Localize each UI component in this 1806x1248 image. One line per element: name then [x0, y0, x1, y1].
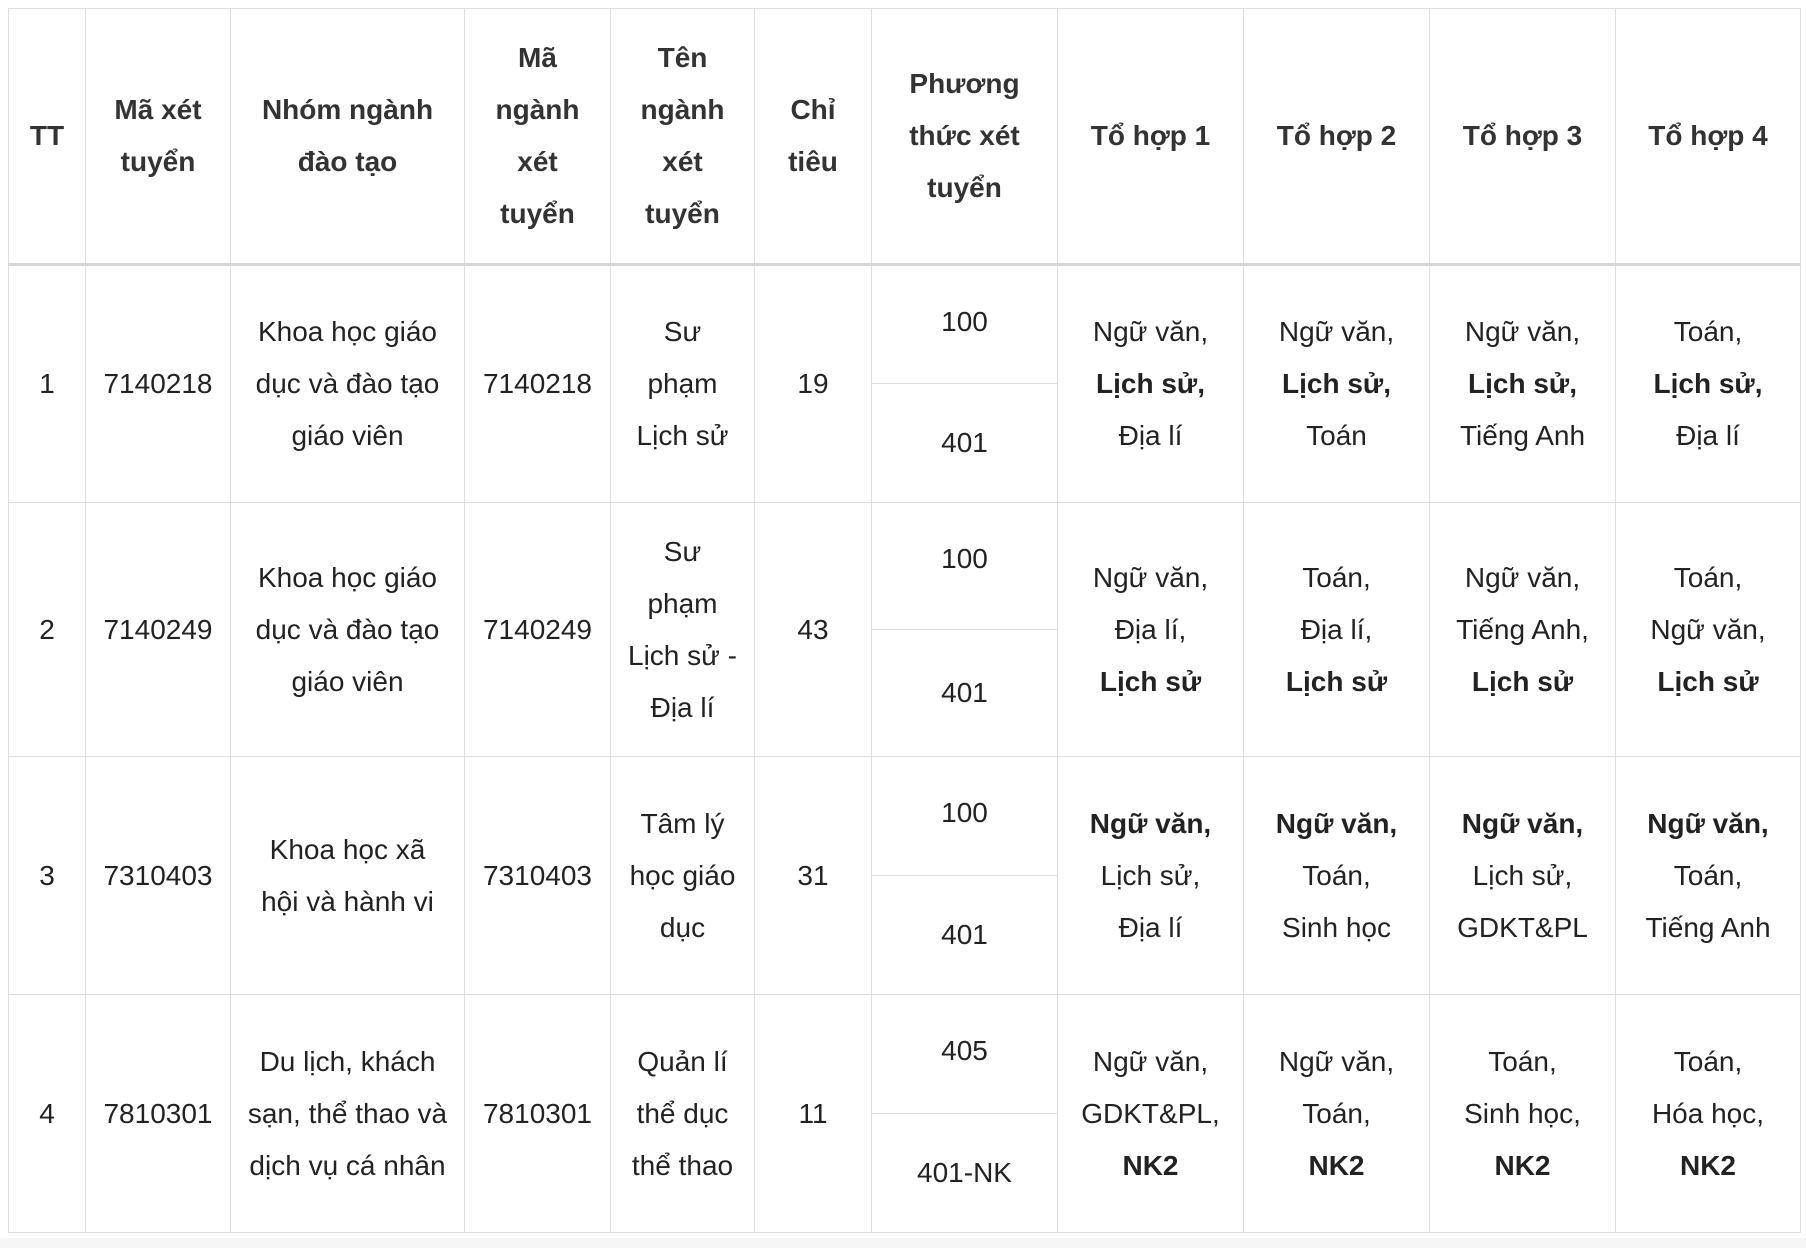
subject-label: Tiếng Anh	[1645, 911, 1771, 943]
subject-label: Toán,	[1673, 859, 1743, 891]
subject-label: Toán,	[1302, 1097, 1371, 1129]
cell-nhom-nganh-line: giáo viên	[291, 665, 404, 697]
subject-label: Lịch sử,	[1472, 859, 1573, 891]
subject-label: Sinh học	[1282, 911, 1391, 943]
cell-tt: 2	[9, 503, 86, 757]
subject-label: Sinh học,	[1464, 1097, 1581, 1129]
cell-nhom-nganh-line: dục và đào tạo	[255, 368, 440, 399]
cell-ten-nganh-line: Sư	[663, 535, 702, 567]
subject-label: Địa lí	[1676, 420, 1740, 451]
cell-to-hop-4	[1616, 503, 1801, 757]
cell-ma-nganh: 7810301	[465, 995, 611, 1233]
subject-label: Lịch sử,	[1282, 368, 1391, 399]
subject-label: Ngữ văn,	[1464, 561, 1581, 593]
cell-ma-nganh: 7140249	[465, 503, 611, 757]
cell-to-hop-3	[1430, 757, 1616, 995]
cell-nhom-nganh-line: sạn, thể thao và	[247, 1097, 448, 1129]
cell-to-hop-2	[1244, 503, 1430, 757]
subject-label: Ngữ văn,	[1278, 316, 1395, 347]
cell-ten-nganh	[611, 995, 755, 1233]
cell-phuong-thuc-2: 401-NK	[872, 1114, 1058, 1233]
cell-ten-nganh-line: Lịch sử	[636, 420, 729, 451]
subject-label: Tiếng Anh	[1459, 420, 1586, 451]
header-to-hop-3: Tổ hợp 3	[1430, 9, 1616, 265]
subject-label: Ngữ văn,	[1092, 1045, 1209, 1077]
subject-label: Toán,	[1673, 316, 1743, 347]
cell-ten-nganh-line: phạm	[647, 368, 718, 399]
cell-nhom-nganh	[231, 995, 465, 1233]
cell-ten-nganh-line: Tâm lý	[640, 807, 725, 839]
subject-label: Địa lí,	[1114, 613, 1187, 645]
subject-label: Lịch sử,	[1096, 368, 1205, 399]
cell-phuong-thuc-2: 401	[872, 876, 1058, 995]
subject-label: Lịch sử	[1657, 665, 1759, 697]
cell-ten-nganh-line: học giáo	[629, 859, 736, 891]
cell-chi-tieu: 19	[755, 265, 872, 503]
cell-to-hop-4	[1616, 995, 1801, 1233]
subject-label: NK2	[1494, 1149, 1551, 1181]
cell-nhom-nganh-line: dịch vụ cá nhân	[249, 1149, 446, 1181]
header-tt: TT	[9, 9, 86, 265]
cell-chi-tieu: 43	[755, 503, 872, 757]
header-chi-tieu: Chỉ tiêu	[755, 9, 872, 265]
header-to-hop-4: Tổ hợp 4	[1616, 9, 1801, 265]
admission-table	[8, 8, 1801, 1233]
cell-to-hop-3	[1430, 265, 1616, 503]
subject-label: Ngữ văn,	[1092, 316, 1209, 347]
header-ma-nganh: Mã ngành xét tuyển	[465, 9, 611, 265]
subject-label: Lịch sử	[1099, 665, 1202, 697]
table-row	[9, 265, 1801, 384]
cell-ten-nganh	[611, 503, 755, 757]
cell-ma-nganh: 7310403	[465, 757, 611, 995]
subject-label: Lịch sử,	[1100, 859, 1201, 891]
header-phuong-thuc: Phương thức xét tuyển	[872, 9, 1058, 265]
subject-label: Hóa học,	[1651, 1097, 1765, 1129]
subject-label: Ngữ văn,	[1647, 807, 1769, 839]
subject-label: Ngữ văn,	[1278, 1045, 1395, 1077]
subject-label: Toán,	[1673, 1045, 1743, 1077]
subject-label: GDKT&PL,	[1081, 1097, 1220, 1129]
cell-nhom-nganh-line: giáo viên	[291, 420, 404, 451]
subject-label: Lịch sử,	[1468, 368, 1577, 399]
table-body	[9, 265, 1801, 1233]
subject-label: Lịch sử	[1285, 665, 1388, 697]
cell-nhom-nganh-line: Khoa học giáo	[257, 316, 438, 347]
cell-ma-nganh: 7140218	[465, 265, 611, 503]
cell-tt: 4	[9, 995, 86, 1233]
subject-label: Toán,	[1673, 561, 1743, 593]
header-to-hop-1: Tổ hợp 1	[1058, 9, 1244, 265]
subject-label: Địa lí,	[1300, 613, 1373, 645]
cell-phuong-thuc-1: 405	[872, 995, 1058, 1114]
subject-label: Ngữ văn,	[1092, 561, 1209, 593]
subject-label: Ngữ văn,	[1089, 807, 1212, 839]
cell-to-hop-3	[1430, 995, 1616, 1233]
subject-label: Toán,	[1488, 1045, 1557, 1077]
table-header	[9, 9, 1801, 265]
cell-nhom-nganh-line: Du lịch, khách	[259, 1045, 436, 1077]
subject-label: Lịch sử,	[1653, 368, 1763, 399]
cell-to-hop-2	[1244, 995, 1430, 1233]
cell-nhom-nganh	[231, 503, 465, 757]
subject-label: Lịch sử	[1471, 665, 1574, 697]
table-row	[9, 995, 1801, 1114]
subject-label: Địa lí	[1118, 420, 1183, 451]
cell-to-hop-1	[1058, 757, 1244, 995]
cell-ten-nganh-line: Quản lí	[637, 1045, 728, 1077]
cell-ten-nganh-line: Địa lí	[650, 691, 715, 723]
subject-label: Toán,	[1302, 561, 1371, 593]
cell-phuong-thuc-1: 100	[872, 265, 1058, 384]
cell-chi-tieu: 31	[755, 757, 872, 995]
subject-label: GDKT&PL	[1457, 911, 1588, 943]
cell-to-hop-1	[1058, 265, 1244, 503]
subject-label: NK2	[1679, 1149, 1736, 1181]
table-row	[9, 503, 1801, 630]
cell-phuong-thuc-1: 100	[872, 503, 1058, 630]
cell-ten-nganh-line: thể dục	[636, 1097, 729, 1129]
cell-to-hop-4	[1616, 757, 1801, 995]
page-bottom-fade	[0, 1238, 1806, 1248]
header-ma-xet-tuyen: Mã xét tuyển	[86, 9, 231, 265]
subject-label: Tiếng Anh,	[1456, 613, 1589, 645]
cell-nhom-nganh-line: hội và hành vi	[261, 885, 434, 917]
cell-nhom-nganh-line: dục và đào tạo	[255, 613, 440, 645]
subject-label: Toán,	[1302, 859, 1371, 891]
cell-ten-nganh-line: dục	[659, 911, 706, 943]
cell-phuong-thuc-1: 100	[872, 757, 1058, 876]
cell-phuong-thuc-2: 401	[872, 384, 1058, 503]
cell-ten-nganh	[611, 757, 755, 995]
cell-to-hop-1	[1058, 503, 1244, 757]
cell-ma-xet-tuyen: 7140249	[86, 503, 231, 757]
subject-label: NK2	[1308, 1149, 1365, 1181]
header-to-hop-2: Tổ hợp 2	[1244, 9, 1430, 265]
cell-to-hop-2	[1244, 265, 1430, 503]
cell-chi-tieu: 11	[755, 995, 872, 1233]
cell-ten-nganh-line: thể thao	[631, 1149, 734, 1181]
cell-to-hop-3	[1430, 503, 1616, 757]
subject-label: Địa lí	[1118, 911, 1183, 943]
cell-ten-nganh-line: Lịch sử -	[628, 639, 737, 671]
subject-label: Ngữ văn,	[1650, 613, 1766, 645]
cell-ma-xet-tuyen: 7140218	[86, 265, 231, 503]
subject-label: Ngữ văn,	[1275, 807, 1398, 839]
subject-label: NK2	[1122, 1149, 1179, 1181]
cell-tt: 3	[9, 757, 86, 995]
cell-ten-nganh-line: Sư	[663, 316, 702, 347]
cell-tt: 1	[9, 265, 86, 503]
cell-nhom-nganh	[231, 265, 465, 503]
cell-phuong-thuc-2: 401	[872, 630, 1058, 757]
cell-ma-xet-tuyen: 7310403	[86, 757, 231, 995]
cell-ten-nganh-line: phạm	[647, 587, 718, 619]
subject-label: Ngữ văn,	[1461, 807, 1584, 839]
header-nhom-nganh: Nhóm ngành đào tạo	[231, 9, 465, 265]
subject-label: Ngữ văn,	[1464, 316, 1581, 347]
cell-nhom-nganh-line: Khoa học giáo	[257, 561, 438, 593]
subject-label: Toán	[1306, 420, 1367, 451]
cell-nhom-nganh-line: Khoa học xã	[269, 833, 426, 865]
header-ten-nganh: Tên ngành xét tuyển	[611, 9, 755, 265]
cell-ten-nganh	[611, 265, 755, 503]
cell-nhom-nganh	[231, 757, 465, 995]
cell-ma-xet-tuyen: 7810301	[86, 995, 231, 1233]
cell-to-hop-2	[1244, 757, 1430, 995]
table-row	[9, 757, 1801, 876]
cell-to-hop-1	[1058, 995, 1244, 1233]
cell-to-hop-4	[1616, 265, 1801, 503]
